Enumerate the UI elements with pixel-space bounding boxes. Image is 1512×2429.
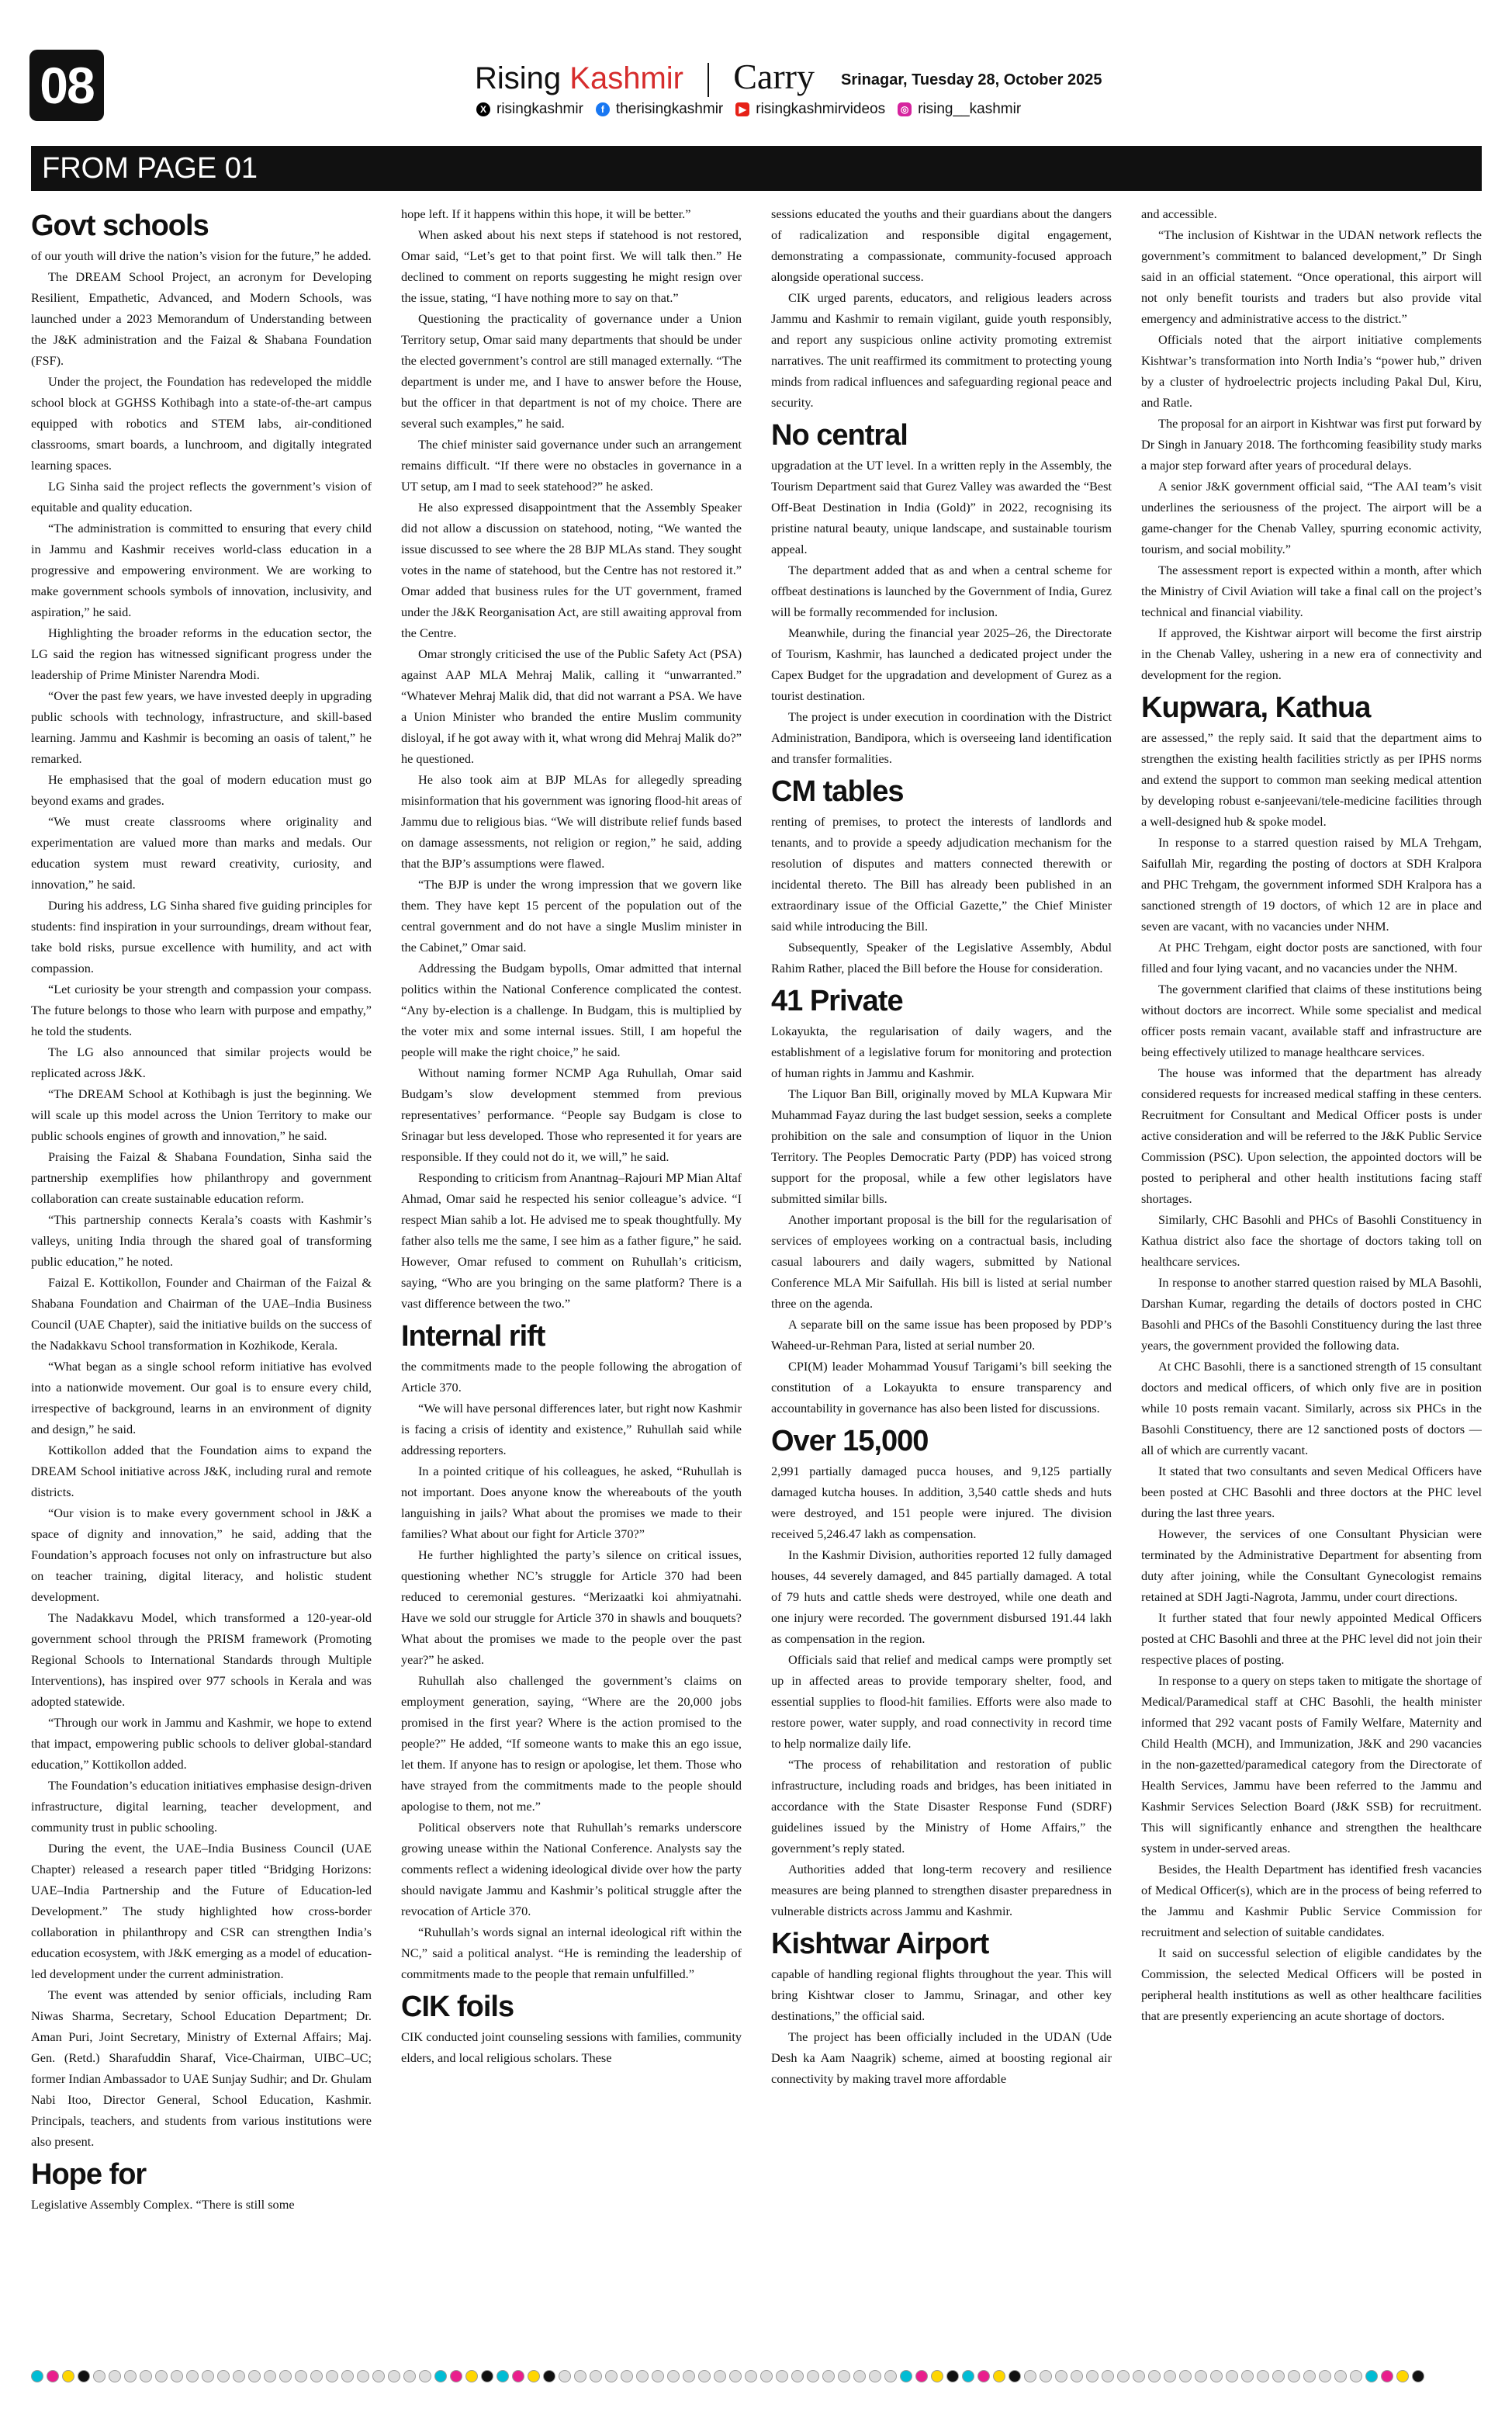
brand-kashmir: Kashmir [569,61,683,95]
story-paragraph: Authorities added that long-term recovery and resilience measures are being planned to strengthen disaster preparedness in vulnerable districts across Jammu and Kashmir. [771,1862,1112,1918]
registration-dot [822,2370,835,2382]
story-paragraph: When asked about his next steps if statehood is not restored, Omar said, “Let’s get to that point first. We will talk then.” He declined to comment on reports suggesting he might resign over the issue, stating, “I have nothing more to say on that.” [401,227,742,305]
article-columns [31,203,1482,2353]
story-headline: Kishtwar Airport [771,1928,989,1960]
story-paragraph: Subsequently, Speaker of the Legislative Assembly, Abdul Rahim Rather, placed the Bill before the House for consideration. [771,940,1112,975]
story-paragraph: and accessible. [1141,206,1217,221]
registration-dot [1055,2370,1067,2382]
social-youtube-label: risingkashmirvideos [756,101,886,117]
story-paragraph: “The process of rehabilitation and restoration of public infrastructure, including roads and bridges, has been initiated in accordance with the State Disaster Response Fund (SDRF) guidelines issued by the Ministry of Home Affairs,” the government’s reply stated. [771,1757,1112,1856]
registration-dot [140,2370,152,2382]
story-paragraph: Ruhullah also challenged the government’s claims on employment generation, saying, “Where are the 20,000 jobs promised in the first year? Where is the action promised to the people?” He added, “If someone wants to make this an ego issue, let them. If anyone has to resign or apologise, let them. Those who have strayed from the commitments made to the people should apologise to them, not me.” [401,1673,742,1814]
registration-dot [698,2370,711,2382]
story-paragraph: “The DREAM School at Kothibagh is just the beginning. We will scale up this model across the Union Territory to make our public schools engines of growth and innovation,” he said. [31,1086,372,1143]
story-paragraph: The LG also announced that similar projects would be replicated across J&K. [31,1045,372,1080]
story-headline: Hope for [31,2158,147,2191]
instagram-icon: ◎ [898,102,912,116]
story-paragraph: The project has been officially included in the UDAN (Ude Desh ka Aam Naagrik) scheme, aimed at boosting regional air connectivity by making travel more affordable [771,2029,1112,2086]
story-paragraph: “Let curiosity be your strength and compassion your compass. The future belongs to those who learn with purpose and empathy,” he told the students. [31,982,372,1038]
story-paragraph: At CHC Basohli, there is a sanctioned strength of 15 consultant doctors and medical officers, of which only five are in position while 10 posts remain vacant. Similarly, across six PHCs in the Basohli Constituency, there are 12 sanctioned posts of doctors — all of which are currently vacant. [1141,1359,1482,1457]
social-instagram[interactable] [898,101,1021,118]
story-paragraph: At PHC Trehgam, eight doctor posts are sanctioned, with four filled and four lying vacant, and no vacancies under the NHM. [1141,940,1482,975]
registration-dot [729,2370,742,2382]
story-paragraph: Under the project, the Foundation has redeveloped the middle school block at GGHSS Kothibagh into a state-of-the-art campus equipped with robotics and STEM labs, air-conditioned classrooms, smart boards, a lunchroom, and digitally integrated learning spaces. [31,374,372,473]
story-headline: 41 Private [771,985,903,1017]
registration-dot [109,2370,121,2382]
story-paragraph: Praising the Faizal & Shabana Foundation, Sinha said the partnership exemplifies how philanthropy and government collaboration can create sustainable education reform. [31,1149,372,1206]
registration-dot [481,2370,493,2382]
story-paragraph: In response to a starred question raised by MLA Trehgam, Saifullah Mir, regarding the posting of doctors at SDH Kralpora and PHC Trehgam, the government informed SDH Kralpora has a sanctioned strength of 19 doctors, of which 12 are in place and seven are vacant, with no vacancies under NHM. [1141,835,1482,934]
story-headline: CM tables [771,775,904,808]
story-paragraph: CIK conducted joint counseling sessions with families, community elders, and local religious scholars. These [401,2029,742,2065]
registration-dot [977,2370,990,2382]
registration-dot [1226,2370,1238,2382]
story-paragraph: The Foundation’s education initiatives emphasise design-driven infrastructure, digital learning, teacher development, and community trust in public schooling. [31,1778,372,1835]
story-paragraph: The project is under execution in coordination with the District Administration, Bandipora, which is overseeing land identification and transfer formalities. [771,709,1112,766]
registration-dot [1334,2370,1347,2382]
page-number: 08 [29,50,104,121]
registration-dot [1319,2370,1331,2382]
story-paragraph: “Ruhullah’s words signal an internal ideological rift within the NC,” said a political analyst. “He is reminding the leadership of commitments made to the people that remain unfulfilled.” [401,1925,742,1981]
registration-dot [434,2370,447,2382]
registration-dot [621,2370,633,2382]
x-icon: X [476,102,490,116]
registration-dot [791,2370,804,2382]
story-paragraph: Legislative Assembly Complex. “There is still some [31,2197,295,2212]
registration-dot [1117,2370,1130,2382]
story-paragraph: “What began as a single school reform initiative has evolved into a nationwide movement. Our goal is to ensure every child, irrespective of background, learns in an environment of dignity and design,” he said. [31,1359,372,1436]
registration-dot [372,2370,385,2382]
story-paragraph: He further highlighted the party’s silence on critical issues, questioning whether NC’s struggle for Article 370 had been reduced to ceremonial gestures. “Merizaatki koi ahmiyatnahi. Have we sold our struggle for Article 370 in shawls and bouquets? What about the promises we made to the people over the past year?” he asked. [401,1547,742,1667]
story-paragraph: hope left. If it happens within this hope, it will be better.” [401,206,691,221]
story-paragraph: capable of handling regional flights throughout the year. This will bring Kishtwar closer to Jammu, Srinagar, and other key destinations,” the official said. [771,1966,1112,2023]
registration-dot [1086,2370,1099,2382]
registration-dot [93,2370,106,2382]
story-paragraph: The department added that as and when a central scheme for offbeat destinations is launched by the Government of India, Gurez will be formally recommended for inclusion. [771,563,1112,619]
story-paragraph: Political observers note that Ruhullah’s remarks underscore growing unease within the National Conference. Analysts say the comments reflect a widening ideological divide over how the party should navigate Jammu and Kashmir’s political struggle after the revocation of Article 370. [401,1820,742,1918]
story-paragraph: “We will have personal differences later, but right now Kashmir is facing a crisis of identity and existence,” Ruhullah said while addressing reporters. [401,1401,742,1457]
registration-dot [295,2370,307,2382]
story-paragraph: upgradation at the UT level. In a written reply in the Assembly, the Tourism Department said that Gurez Valley was awarded the “Best Off-Beat Destination in India (Gold)” in 2022, recognising its pristine natural beauty, unique landscape, and sustainable tourism appeal. [771,458,1112,556]
registration-dot [1179,2370,1192,2382]
story-paragraph: The government clarified that claims of these institutions being without doctors are incorrect. While some specialist and medical officer posts remain vacant, available staff and infrastructure are being effectively utilized to manage healthcare services. [1141,982,1482,1059]
registration-dot [745,2370,757,2382]
registration-dot [1210,2370,1223,2382]
story-paragraph: Without naming former NCMP Aga Ruhullah, Omar said Budgam’s slow development stemmed from previous representatives’ performance. “People say Budgam is close to Srinagar but less developed. Those who represented it for years are responsible. If they could not do it, we will,” he said. [401,1066,742,1164]
print-color-bar [31,2368,1482,2384]
registration-dot [78,2370,90,2382]
masthead-divider [708,63,709,97]
story-paragraph: Kottikollon added that the Foundation aims to expand the DREAM School initiative across J&K, including rural and remote districts. [31,1443,372,1499]
registration-dot [605,2370,618,2382]
registration-dot [931,2370,943,2382]
story-paragraph: “We must create classrooms where originality and experimentation are valued more than marks and medals. Our education system must reward creativity, curiosity, and innovation,” he said. [31,814,372,892]
story-paragraph: He emphasised that the goal of modern education must go beyond exams and grades. [31,772,372,808]
story-paragraph: renting of premises, to protect the interests of landlords and tenants, and to provide a speedy adjudication mechanism for the resolution of disputes and matters connected therewith or incidental thereto. The Bill has already been published in an extraordinary issue of the Official Gazette,” the Chief Minister said while introducing the Bill. [771,814,1112,934]
registration-dot [217,2370,230,2382]
registration-dot [1148,2370,1161,2382]
registration-dot [1365,2370,1378,2382]
story-paragraph: The Nadakkavu Model, which transformed a 120-year-old government school through the PRISM framework (Promoting Regional Schools to International Standards through Multiple Interventions), has inspired over 977 schools in Kerala and was adopted statewide. [31,1610,372,1709]
registration-dot [869,2370,881,2382]
registration-dot [683,2370,695,2382]
registration-dot [543,2370,555,2382]
story-paragraph: of our youth will drive the nation’s vision for the future,” he added. [31,248,372,263]
registration-dot [155,2370,168,2382]
story-paragraph: In response to another starred question raised by MLA Basohli, Darshan Kumar, regarding the details of doctors posted in CHC Basohli and PHCs of the Basohli Constituency during the last three years, the government provided the following data. [1141,1275,1482,1353]
story-paragraph: In the Kashmir Division, authorities reported 12 fully damaged houses, 44 severely damaged, and 845 partially damaged. A total of 79 huts and cattle sheds were destroyed, while one death and one injury were recorded. The government disbursed 191.44 lakh as compensation in the region. [771,1547,1112,1646]
social-links [476,101,1021,118]
story-paragraph: Besides, the Health Department has identified fresh vacancies of Medical Officer(s), which are in the process of being referred to the Jammu and Kashmir Public Service Commission for recruitment and selection of suitable candidates. [1141,1862,1482,1939]
story-paragraph: It said on successful selection of eligible candidates by the Commission, the selected Medical Officers will be posted in peripheral health institutions as well as other healthcare facilities that are presently experiencing an acute shortage of doctors. [1141,1946,1482,2023]
story-headline: Over 15,000 [771,1425,929,1457]
registration-dot [714,2370,726,2382]
registration-dot [450,2370,462,2382]
registration-dot [528,2370,540,2382]
story-paragraph: are assessed,” the reply said. It said that the department aims to strengthen the existing health facilities strictly as per IPHS norms and extend the support to common man seeking medical attention by developing robust e-sanjeevani/tele-medicine facilities through a well-designed hub & spoke model. [1141,730,1482,829]
story-paragraph: He also expressed disappointment that the Assembly Speaker did not allow a discussion on statehood, noting, “We wanted the issue discussed to see where the 28 BJP MLAs stand. They sought votes in the name of statehood, but the Centre has not restored it.” Omar added that business rules for the UT government, framed under the J&K Reorganisation Act, are still awaiting approval from the Centre. [401,500,742,640]
column-2 [401,203,742,2353]
registration-dot [993,2370,1005,2382]
dateline: Srinagar, Tuesday 28, October 2025 [841,71,1102,88]
registration-dot [1164,2370,1176,2382]
registration-dot [900,2370,912,2382]
registration-dot [1257,2370,1269,2382]
story-paragraph: In response to a query on steps taken to mitigate the shortage of Medical/Paramedical staff at CHC Basohli, the health minister informed that 292 vacant posts of Family Welfare, Maternity and Child Health (MCH), and Immunization, J&K and 290 vacancies in the non-gazetted/paramedical category from the Directorate of Health Services, Jammu have been referred to the Jammu and Kashmir Services Selection Board (J&K SSB) for recruitment. This will significantly enhance and strengthen the healthcare system in under-served areas. [1141,1673,1482,1856]
registration-dot [233,2370,245,2382]
registration-dot [915,2370,928,2382]
story-paragraph: The proposal for an airport in Kishtwar was first put forward by Dr Singh in January 2018. The forthcoming feasibility study marks a major step forward after years of procedural delays. [1141,416,1482,473]
registration-dot [652,2370,664,2382]
brand-rising: Rising [475,61,562,95]
registration-dot [667,2370,680,2382]
story-paragraph: The DREAM School Project, an acronym for Developing Resilient, Empathetic, Advanced, and Modern Schools, was launched under a 2023 Memorandum of Understanding between the J&K administration and the Faizal & Shabana Foundation (FSF). [31,269,372,368]
story-paragraph: Questioning the practicality of governance under a Union Territory setup, Omar said many departments that should be under the elected government’s control are still managed externally. “The department is under me, and I have to answer before the House, but the officer in that department is not of my choice. There are several such examples,” he said. [401,311,742,431]
youtube-icon: ▶ [735,102,749,116]
story-paragraph: CPI(M) leader Mohammad Yousuf Tarigami’s bill seeking the constitution of a Lokayukta to ensure transparency and accountability in governance has also been listed for discussions. [771,1359,1112,1415]
registration-dot [512,2370,524,2382]
registration-dot [326,2370,338,2382]
registration-dot [31,2370,43,2382]
registration-dot [1350,2370,1362,2382]
story-paragraph: The assessment report is expected within a month, after which the Ministry of Civil Aviation will take a final call on the project’s technical and financial viability. [1141,563,1482,619]
story-paragraph: The house was informed that the department has already considered requests for increased medical staffing in these centers. Recruitment for Consultant and Medical Officer posts is under active consideration and will be referred to the J&K Public Service Commission (PSC). Upon selection, the appointed doctors will be posted to peripheral and other health institutions facing staff shortages. [1141,1066,1482,1206]
registration-dot [202,2370,214,2382]
registration-dot [264,2370,276,2382]
social-x-label: risingkashmir [497,101,583,117]
story-headline: CIK foils [401,1991,514,2023]
story-paragraph: Addressing the Budgam bypolls, Omar admitted that internal politics within the National Conference complicated the contest. “Any by-election is a challenge. In Budgam, this is multiplied by the voter mix and some internal issues. Still, I am hopeful the people will make the right choice,” he said. [401,961,742,1059]
column-4 [1141,203,1482,2353]
registration-dot [884,2370,897,2382]
story-paragraph: “Over the past few years, we have invested deeply in upgrading public schools with technology, infrastructure, and skill-based learning. Jammu and Kashmir is becoming an oasis of talent,” he remarked. [31,688,372,766]
story-paragraph: The chief minister said governance under such an arrangement remains difficult. “If there were no obstacles in governance in a UT setup, am I mad to seek statehood?” he asked. [401,437,742,494]
registration-dot [419,2370,431,2382]
registration-dot [388,2370,400,2382]
registration-dot [1024,2370,1036,2382]
story-paragraph: A senior J&K government official said, “The AAI team’s visit underlines the seriousness of the project. The airport will be a game-changer for the Chenab Valley, spurring economic activity, tourism, and social mobility.” [1141,479,1482,556]
column-1 [31,203,372,2353]
story-paragraph: If approved, the Kishtwar airport will become the first airstrip in the Chenab Valley, ushering in a new era of connectivity and development for the region. [1141,625,1482,682]
registration-dot [403,2370,416,2382]
story-paragraph: During his address, LG Sinha shared five guiding principles for students: find inspiration in your surroundings, dream without fear, take bold risks, pursue excellence with humility, and act with compassion. [31,898,372,975]
story-paragraph: the commitments made to the people following the abrogation of Article 370. [401,1359,742,1395]
registration-dot [124,2370,137,2382]
registration-dot [574,2370,586,2382]
social-youtube[interactable] [735,101,885,118]
story-headline: Kupwara, Kathua [1141,691,1371,724]
registration-dot [1241,2370,1254,2382]
story-paragraph: 2,991 partially damaged pucca houses, and 9,125 partially damaged kutcha houses. In addition, 3,540 cattle sheds and huts were destroyed, and 151 people were injured. The division received 5,246.47 lakh as compensation. [771,1464,1112,1541]
registration-dot [1195,2370,1207,2382]
registration-dot [1272,2370,1285,2382]
story-paragraph: It stated that two consultants and seven Medical Officers have been posted at CHC Basohli and three doctors at the PHC level during the last three years. [1141,1464,1482,1520]
story-headline: Govt schools [31,210,209,242]
story-paragraph: sessions educated the youths and their guardians about the dangers of radicalization and responsible digital engagement, demonstrating a compassionate, community-focused approach alongside operational success. [771,206,1112,284]
story-paragraph: Omar strongly criticised the use of the Public Safety Act (PSA) against AAP MLA Mehraj Malik, calling it “unwarranted.” “Whatever Mehraj Malik did, that did not warrant a PSA. We have a Union Minister who branded the entire Muslim community disloyal, if he got away with it, what wrong did Mehraj Malik do?” he questioned. [401,646,742,766]
story-paragraph: The Liquor Ban Bill, originally moved by MLA Kupwara Mir Muhammad Fayaz during the last budget session, seeks a complete prohibition on the sale and consumption of liquor in the Union Territory. The Peoples Democratic Party (PDP) has voiced strong support for the proposal, while a few other legislators have submitted similar bills. [771,1086,1112,1206]
masthead [475,56,815,97]
registration-dot [47,2370,59,2382]
registration-dot [186,2370,199,2382]
registration-dot [1009,2370,1021,2382]
registration-dot [807,2370,819,2382]
registration-dot [1071,2370,1083,2382]
registration-dot [341,2370,354,2382]
registration-dot [760,2370,773,2382]
registration-dot [1288,2370,1300,2382]
registration-dot [776,2370,788,2382]
registration-dot [171,2370,183,2382]
registration-dot [838,2370,850,2382]
column-3 [771,203,1112,2353]
social-facebook-label: therisingkashmir [615,101,724,117]
story-paragraph: Lokayukta, the regularisation of daily wagers, and the establishment of a legislative forum for monitoring and protection of human rights in Jammu and Kashmir. [771,1024,1112,1080]
registration-dot [1412,2370,1424,2382]
social-facebook[interactable] [596,101,723,118]
social-instagram-label: rising__kashmir [918,101,1022,117]
registration-dot [590,2370,602,2382]
story-paragraph: LG Sinha said the project reflects the government’s vision of equitable and quality education. [31,479,372,515]
story-headline: Internal rift [401,1320,545,1353]
story-paragraph: “Our vision is to make every government school in J&K a space of dignity and innovation,” he said, adding that the Foundation’s approach focuses not only on infrastructure but also on teacher training, digital literacy, and holistic student development. [31,1506,372,1604]
story-paragraph: A separate bill on the same issue has been proposed by PDP’s Waheed-ur-Rehman Para, listed at serial number 20. [771,1317,1112,1353]
registration-dot [1396,2370,1409,2382]
section-name: Carry [733,57,815,96]
story-paragraph: During the event, the UAE–India Business Council (UAE Chapter) released a research paper titled “Bridging Horizons: UAE–India Partnership and the Future of Education-led Development.” The study highlighted how cross-border collaboration in philanthropy and CSR can strengthen India’s education ecosystem, with J&K emerging as a model of education-led development under the current administration. [31,1841,372,1981]
registration-dot [497,2370,509,2382]
story-paragraph: “The BJP is under the wrong impression that we govern like them. They have kept 15 percent of the population out of the central government and do not have a single Muslim minister in the Cabinet,” Omar said. [401,877,742,955]
story-paragraph: However, the services of one Consultant Physician were terminated by the Administrative Department for absenting from duty after joining, while the Consultant Gynecologist remains retained at SDH Jagti-Nagrota, Jammu, under court directions. [1141,1526,1482,1604]
story-paragraph: Another important proposal is the bill for the regularisation of services of employees working on a contractual basis, including casual labourers and daily wagers, submitted by National Conference MLA Mir Saifullah. His bill is listed at serial number three on the agenda. [771,1212,1112,1311]
registration-dot [1040,2370,1052,2382]
story-paragraph: Responding to criticism from Anantnag–Rajouri MP Mian Altaf Ahmad, Omar said he respected his senior colleague’s advice. “I respect Mian sahib a lot. He advised me to speak thoughtfully. My father also tells me the same, I see him as a father figure,” he said. However, Omar refused to comment on Ruhullah’s criticism, saying, “Who are you bringing on the same platform? There is a vast difference between the two.” [401,1170,742,1311]
registration-dot [853,2370,866,2382]
story-paragraph: He also took aim at BJP MLAs for allegedly spreading misinformation that his government was ignoring flood-hit areas of Jammu due to religious bias. “We will distribute relief funds based on damage assessments, not religion or region,” he said, adding that the BJP’s assumptions were flawed. [401,772,742,871]
registration-dot [279,2370,292,2382]
story-paragraph: The event was attended by senior officials, including Ram Niwas Sharma, Secretary, School Education Department; Dr. Aman Puri, Joint Secretary, Ministry of External Affairs; Maj. Gen. (Retd.) Sharafuddin Sharaf, Vice-Chairman, UIBC–UC; former Indian Ambassador to UAE Sunjay Sudhir; and Dr. Ghulam Nabi Itoo, Director General, School Education, Kashmir. Principals, teachers, and students from various institutions were also present. [31,1987,372,2149]
story-paragraph: It further stated that four newly appointed Medical Officers posted at CHC Basohli and three at the PHC level did not join their respective places of posting. [1141,1610,1482,1667]
story-paragraph: Meanwhile, during the financial year 2025–26, the Directorate of Tourism, Kashmir, has launched a dedicated project under the Capex Budget for the upgradation and development of Gurez as a tourist destination. [771,625,1112,703]
story-paragraph: Highlighting the broader reforms in the education sector, the LG said the region has witnessed significant progress under the leadership of Prime Minister Narendra Modi. [31,625,372,682]
registration-dot [636,2370,649,2382]
registration-dot [1303,2370,1316,2382]
story-headline: No central [771,419,908,452]
story-paragraph: “The inclusion of Kishtwar in the UDAN network reflects the government’s commitment to balanced development,” Dr Singh said in an official statement. “Once operational, this airport will not only benefit tourists and traders but also provide vital emergency and administrative access to the district.” [1141,227,1482,326]
registration-dot [62,2370,74,2382]
registration-dot [962,2370,974,2382]
story-paragraph: “The administration is committed to ensuring that every child in Jammu and Kashmir receives world-class education in a progressive and empowering environment. We are working to make government schools symbols of innovation, inclusivity, and aspiration,” he said. [31,521,372,619]
registration-dot [1102,2370,1114,2382]
story-paragraph: “This partnership connects Kerala’s coasts with Kashmir’s valleys, uniting India through the shared goal of transforming public education,” he noted. [31,1212,372,1269]
story-paragraph: Officials said that relief and medical camps were promptly set up in affected areas to provide temporary shelter, food, and essential supplies to flood-hit families. Efforts were also made to restore power, water supply, and road connectivity in record time to help normalize daily life. [771,1652,1112,1751]
registration-dot [1133,2370,1145,2382]
registration-dot [248,2370,261,2382]
story-paragraph: CIK urged parents, educators, and religious leaders across Jammu and Kashmir to remain vigilant, guide youth responsibly, and report any suspicious online activity promoting extremist narratives. The unit reaffirmed its commitment to protecting young minds from radical influences and safeguarding regional peace and security. [771,290,1112,410]
registration-dot [559,2370,571,2382]
story-paragraph: Similarly, CHC Basohli and PHCs of Basohli Constituency in Kathua district also face the shortage of doctors taking toll on healthcare services. [1141,1212,1482,1269]
facebook-icon: f [596,102,610,116]
registration-dot [357,2370,369,2382]
story-paragraph: In a pointed critique of his colleagues, he asked, “Ruhullah is not important. Does anyone know the whereabouts of the youth languishing in jails? What about the promises we made to their families? What about our fight for Article 370?” [401,1464,742,1541]
social-x[interactable] [476,101,583,118]
registration-dot [310,2370,323,2382]
story-paragraph: Officials noted that the airport initiative complements Kishtwar’s transformation into North India’s “power hub,” driven by a cluster of hydroelectric projects including Pakal Dul, Kiru, and Ratle. [1141,332,1482,410]
registration-dot [1381,2370,1393,2382]
registration-dot [465,2370,478,2382]
story-paragraph: “Through our work in Jammu and Kashmir, we hope to extend that impact, empowering public schools to deliver global-standard education,” Kottikollon added. [31,1715,372,1772]
story-paragraph: Faizal E. Kottikollon, Founder and Chairman of the Faizal & Shabana Foundation and Chairman of the UAE–India Business Council (UAE Chapter), said the initiative builds on the success of the Nadakkavu School transformation in Kozhikode, Kerala. [31,1275,372,1353]
registration-dot [946,2370,959,2382]
section-banner: FROM PAGE 01 [31,146,1482,191]
